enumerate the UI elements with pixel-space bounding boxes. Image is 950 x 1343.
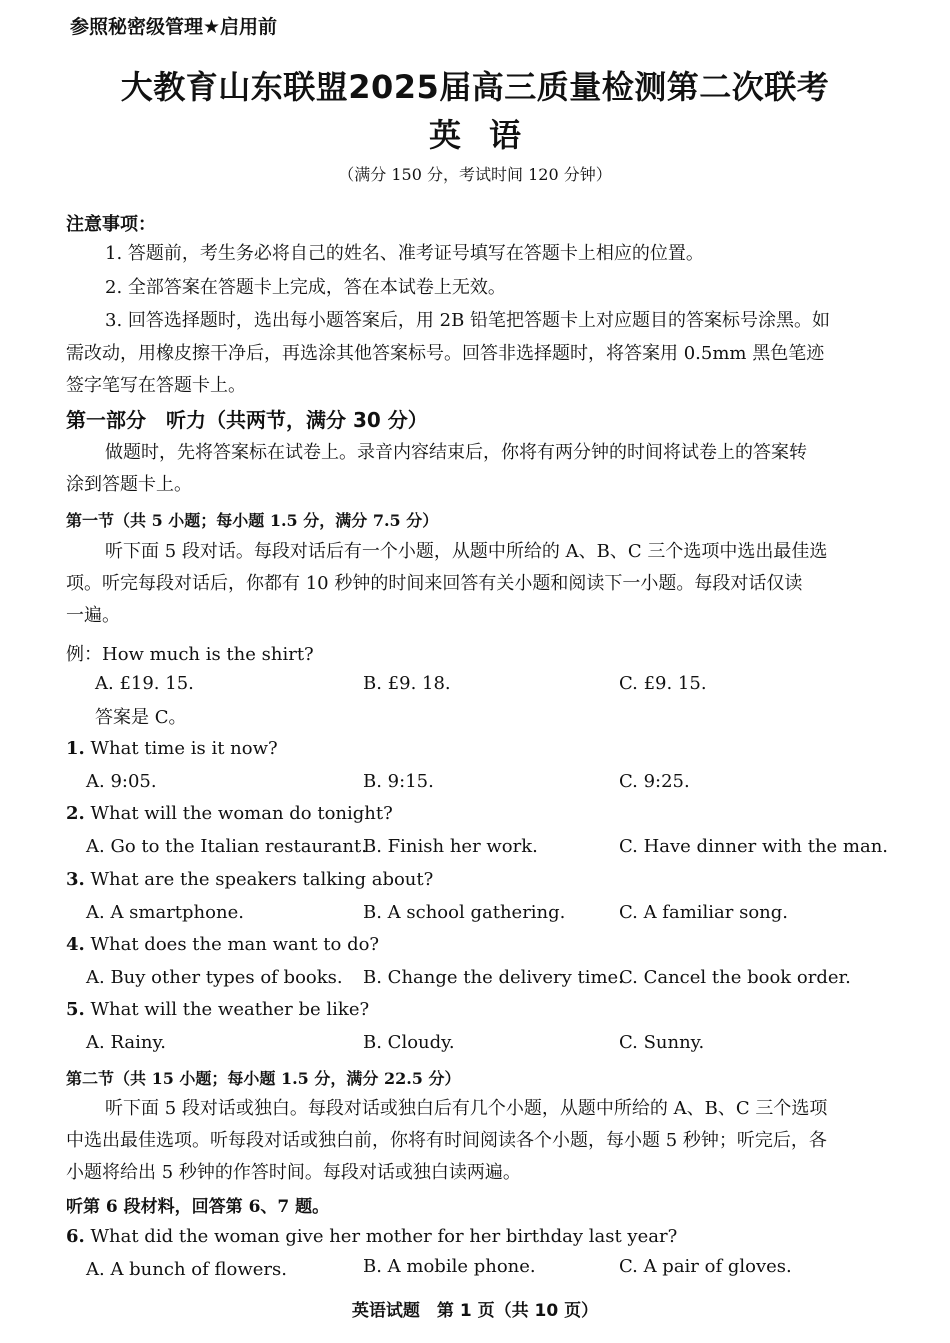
subject-title: 英语	[428, 116, 549, 154]
notice-item-2: 2. 全部答案在答题卡上完成，答在本试卷上无效。	[105, 277, 506, 298]
question-1: 1. What time is it now?	[66, 738, 278, 759]
example-option-a: A. £19. 15.	[95, 673, 194, 694]
question-3-option-a: A. A smartphone.	[86, 902, 244, 923]
question-5-option-c: C. Sunny.	[619, 1032, 705, 1053]
question-4-option-c: C. Cancel the book order.	[619, 967, 851, 988]
question-4-option-a: A. Buy other types of books.	[86, 967, 343, 988]
question-1-option-c: C. 9:25.	[619, 771, 690, 792]
section1-heading: 第一节（共 5 小题；每小题 1.5 分，满分 7.5 分）	[66, 511, 439, 530]
example-question: 例：How much is the shirt?	[66, 644, 314, 665]
question-1-option-b: B. 9:15.	[363, 771, 434, 792]
notice-heading: 注意事项：	[66, 214, 156, 235]
section1-intro-line3: 一遍。	[66, 605, 120, 626]
question-2-option-b: B. Finish her work.	[363, 836, 538, 857]
question-3-option-b: B. A school gathering.	[363, 902, 566, 923]
question-5: 5. What will the weather be like?	[66, 999, 370, 1020]
question-1-option-a: A. 9:05.	[86, 771, 157, 792]
question-6: 6. What did the woman give her mother for her birthday last year?	[66, 1226, 678, 1247]
section2-intro-line3: 小题将给出 5 秒钟的作答时间。每段对话或独白读两遍。	[66, 1162, 521, 1183]
section2-heading: 第二节（共 15 小题；每小题 1.5 分，满分 22.5 分）	[66, 1069, 461, 1088]
question-4-option-b: B. Change the delivery time.	[363, 967, 624, 988]
notice-item-3-line3: 签字笔写在答题卡上。	[66, 375, 246, 396]
page-footer: 英语试题 第 1 页（共 10 页）	[351, 1301, 599, 1321]
part1-intro-line2: 涂到答题卡上。	[66, 474, 192, 495]
question-3-option-c: C. A familiar song.	[619, 902, 788, 923]
question-5-option-b: B. Cloudy.	[363, 1032, 455, 1053]
question-2: 2. What will the woman do tonight?	[66, 803, 393, 824]
example-answer: 答案是 C。	[95, 707, 187, 728]
section2-intro-line2: 中选出最佳选项。听每段对话或独白前，你将有时间阅读各个小题，每小题 5 秒钟；听完后，各	[66, 1130, 827, 1151]
question-2-option-c: C. Have dinner with the man.	[619, 836, 889, 857]
section2-intro-line1: 听下面 5 段对话或独白。每段对话或独白后有几个小题，从题中所给的 A、B、C 三个选项	[105, 1098, 828, 1119]
example-option-b: B. £9. 18.	[363, 673, 451, 694]
example-option-c: C. £9. 15.	[619, 673, 707, 694]
exam-title: 大教育山东联盟2025届高三质量检测第二次联考	[120, 68, 830, 106]
confidential-label: 参照秘密级管理★启用前	[70, 16, 278, 38]
notice-item-1: 1. 答题前，考生务必将自己的姓名、准考证号填写在答题卡上相应的位置。	[105, 243, 704, 264]
part1-intro-line1: 做题时，先将答案标在试卷上。录音内容结束后，你将有两分钟的时间将试卷上的答案转	[105, 442, 807, 463]
notice-item-3-line1: 3. 回答选择题时，选出每小题答案后，用 2B 铅笔把答题卡上对应题目的答案标号涂黑。如	[105, 310, 831, 331]
section1-intro-line1: 听下面 5 段对话。每段对话后有一个小题，从题中所给的 A、B、C 三个选项中选出最佳选	[105, 541, 828, 562]
part1-heading: 第一部分 听力（共两节，满分 30 分）	[66, 408, 428, 432]
question-6-option-a: A. A bunch of flowers.	[86, 1259, 287, 1280]
notice-item-3-line2: 需改动，用橡皮擦干净后，再选涂其他答案标号。回答非选择题时，将答案用 0.5mm 黑色笔迹	[66, 343, 825, 364]
question-2-option-a: A. Go to the Italian restaurant.	[86, 836, 367, 857]
score-time: （满分 150 分，考试时间 120 分钟）	[338, 165, 612, 184]
question-3: 3. What are the speakers talking about?	[66, 869, 434, 890]
question-5-option-a: A. Rainy.	[86, 1032, 166, 1053]
question-6-option-c: C. A pair of gloves.	[619, 1256, 792, 1277]
section1-intro-line2: 项。听完每段对话后，你都有 10 秒钟的时间来回答有关小题和阅读下一小题。每段对话仅读	[66, 573, 803, 594]
material-6-heading: 听第 6 段材料，回答第 6、7 题。	[66, 1197, 330, 1217]
question-6-option-b: B. A mobile phone.	[363, 1256, 536, 1277]
question-4: 4. What does the man want to do?	[66, 934, 380, 955]
